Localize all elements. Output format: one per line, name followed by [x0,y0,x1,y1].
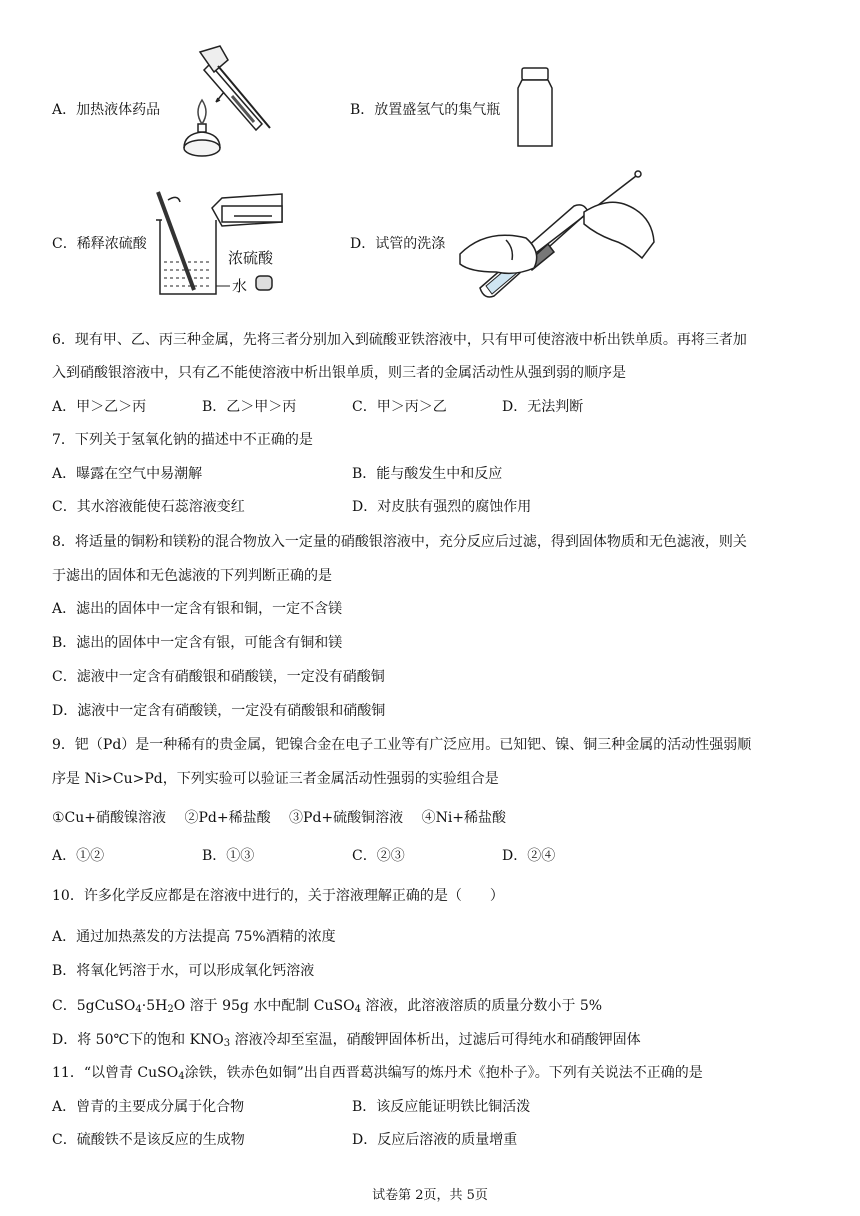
q11-stem: 11．“以曾青 CuSO$_4$涂铁，铁赤色如铜”出自西晋葛洪编写的炼丹术《抱朴子》。下列有关说法不正确的是 [52,1065,703,1082]
q10-option-b: B．将氧化钙溶于水，可以形成氧化钙溶液 [52,963,315,979]
q6-option-d: D．无法判断 [502,399,584,415]
heating-liquid-figure [170,44,280,162]
q9-option-c: C．②③ [352,848,405,864]
q7-stem: 7．下列关于氢氧化钠的描述中不正确的是 [52,432,313,448]
q10-option-c: C．$5gCuSO_4\cdot 5H_2O$ 溶于 95g 水中配制 CuSO$_4$ 溶液，此溶液溶质的质量分数小于 5% [52,998,603,1015]
q7-option-a: A．曝露在空气中易潮解 [52,466,203,482]
q8-stem-line2: 于滤出的固体和无色滤液的下列判断正确的是 [52,568,332,584]
q9-option-d: D．②④ [502,848,556,864]
q5-option-b: B．放置盛氢气的集气瓶 [350,102,501,118]
tube-washing-figure [456,168,656,318]
q9-option-a: A．①② [52,848,105,864]
q6-stem-line1: 6．现有甲、乙、丙三种金属，先将三者分别加入到硫酸亚铁溶液中，只有甲可使溶液中析出铁单质。再将三者加 [52,332,747,348]
q8-stem-line1: 8．将适量的铜粉和镁粉的混合物放入一定量的硝酸银溶液中，充分反应后过滤，得到固体物质和无色滤液，则关 [52,534,747,550]
q11-option-a: A．曾青的主要成分属于化合物 [52,1099,245,1115]
q7-option-d: D．对皮肤有强烈的腐蚀作用 [352,499,532,515]
water-label: 水 [232,277,248,295]
q9-stem-line1: 9．钯（Pd）是一种稀有的贵金属，钯镍合金在电子工业等有广泛应用。已知钯、镍、铜三种金属的活动性强弱顺 [52,737,752,753]
acid-label: 浓硫酸 [228,249,274,267]
q10-stem: 10．许多化学反应都是在溶液中进行的，关于溶液理解正确的是（ ） [52,888,504,904]
q6-option-a: A．甲＞乙＞丙 [52,399,147,415]
q6-option-b: B．乙＞甲＞丙 [202,399,297,415]
q5-option-a: A．加热液体药品 [52,102,161,118]
q7-option-c: C．其水溶液能使石蕊溶液变红 [52,499,245,515]
q8-option-b: B．滤出的固体中一定含有银，可能含有铜和镁 [52,635,343,651]
q10-option-a: A．通过加热蒸发的方法提高 75%酒精的浓度 [52,929,336,945]
q8-option-c: C．滤液中一定含有硝酸银和硝酸镁，一定没有硝酸铜 [52,669,385,685]
q9-experiment-list: ①Cu+硝酸镍溶液 ②Pd+稀盐酸 ③Pd+硫酸铜溶液 ④Ni+稀盐酸 [52,810,507,826]
q11-option-c: C．硫酸铁不是该反应的生成物 [52,1132,245,1148]
q9-stem-line2: 序是 Ni>Cu>Pd，下列实验可以验证三者金属活动性强弱的实验组合是 [52,771,499,787]
q6-stem-line2: 入到硝酸银溶液中，只有乙不能使溶液中析出银单质，则三者的金属活动性从强到弱的顺序是 [52,365,626,381]
q5-option-c: C．稀释浓硫酸 [52,236,147,252]
q7-option-b: B．能与酸发生中和反应 [352,466,503,482]
page-footer: 试卷第 2页，共 5页 [372,1188,488,1203]
gas-jar-figure [512,64,558,150]
q8-option-d: D．滤液中一定含有硝酸镁，一定没有硝酸银和硝酸铜 [52,703,386,719]
q9-option-b: B．①③ [202,848,255,864]
q10-option-d: D．将 50℃下的饱和 $KNO_3$ 溶液冷却至室温，硝酸钾固体析出，过滤后可得纯水和硝酸钾固体 [52,1032,641,1049]
dilute-acid-figure [150,180,290,302]
q11-option-d: D．反应后溶液的质量增重 [352,1132,518,1148]
q11-option-b: B．该反应能证明铁比铜活泼 [352,1099,531,1115]
q5-option-d: D．试管的洗涤 [350,236,446,252]
q8-option-a: A．滤出的固体中一定含有银和铜，一定不含镁 [52,601,343,617]
q6-option-c: C．甲＞丙＞乙 [352,399,447,415]
